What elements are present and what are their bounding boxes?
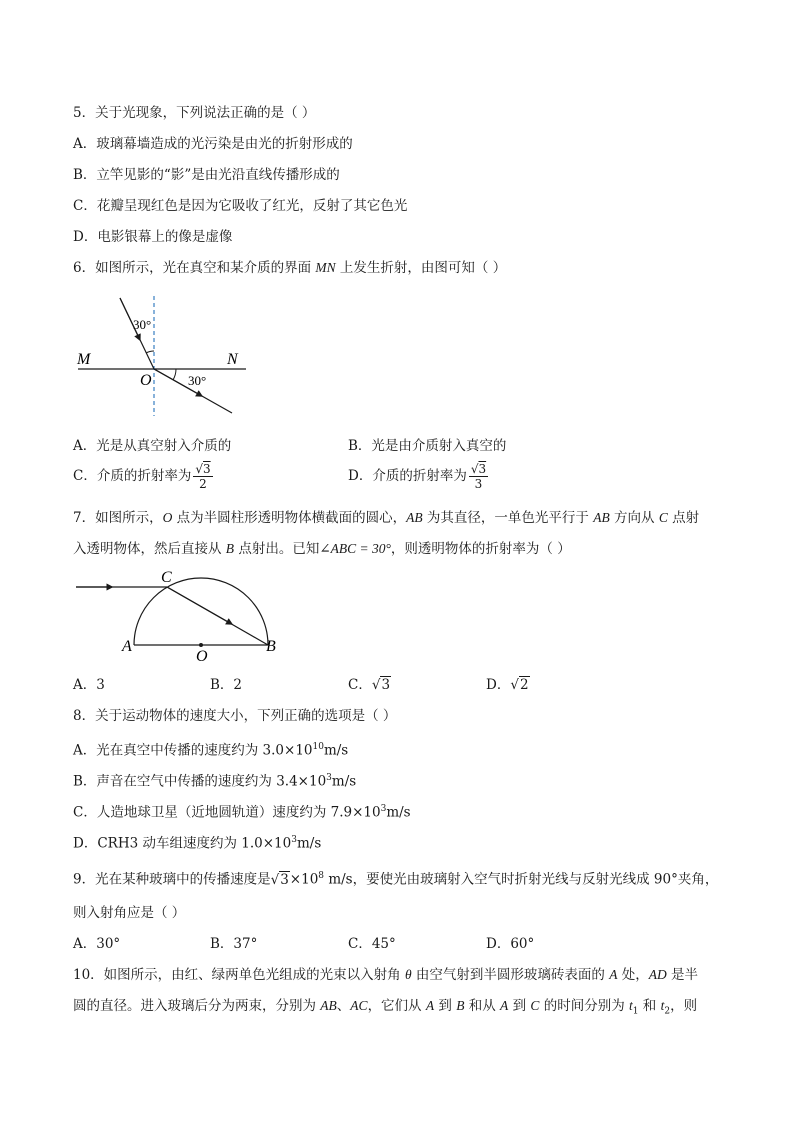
- q10-text: 、: [336, 998, 351, 1014]
- q7-text: 方向从: [609, 510, 659, 526]
- q10-var-theta: θ: [404, 967, 412, 982]
- q9-stem-line2: 则入射角应是（ ）: [73, 905, 186, 921]
- q8-option-a: [73, 737, 348, 761]
- q8-option-d-text: D．CRH3 动车组速度约为 1.0×10: [73, 835, 292, 852]
- q10-text: 到: [508, 998, 531, 1014]
- q8-option-c-unit: m/s: [386, 804, 411, 821]
- q10-stem-line2: [73, 996, 697, 1022]
- label-n: N: [227, 351, 238, 368]
- q7-semicircle-figure: [70, 565, 285, 665]
- q5-option-c: C．花瓣呈现红色是因为它吸收了红光，反射了其它色光: [73, 198, 408, 214]
- q6-option-d-num: 3: [478, 462, 487, 476]
- q8-stem: 8．关于运动物体的速度大小，下列正确的选项是（ ）: [73, 708, 397, 724]
- label-m: M: [77, 351, 91, 368]
- q7-text: 为其直径，一单色光平行于: [422, 510, 594, 526]
- q10-text: ，则: [670, 998, 698, 1014]
- label-a: A: [122, 638, 132, 655]
- q7-option-c: [348, 675, 391, 695]
- q6-option-c: [73, 462, 213, 491]
- q7-option-b: B．2: [210, 677, 243, 693]
- q7-option-c-label: C．: [348, 677, 372, 693]
- q7-stem-line2: [73, 539, 571, 559]
- q7-var-c: C: [658, 510, 668, 525]
- q10-text: 的时间分别为: [539, 998, 629, 1014]
- q10-text: 和: [638, 998, 661, 1014]
- q6-refraction-figure: [70, 288, 260, 423]
- q8-option-d-exponent: 3: [291, 835, 297, 845]
- q7-var-ab: AB: [406, 510, 423, 525]
- q8-option-c-exponent: 3: [380, 804, 387, 814]
- q7-text: 点为半圆柱形透明物体横截面的圆心，: [172, 510, 407, 526]
- q9-text: 9．光在某种玻璃中的传播速度是: [73, 871, 271, 888]
- q9-radicand: 3: [280, 871, 289, 888]
- q10-text: 是半: [666, 967, 699, 983]
- q8-option-a-text: A．光在真空中传播的速度约为 3.0×10: [73, 742, 313, 759]
- label-angle-bottom: 30°: [188, 373, 207, 388]
- q10-var-c: C: [530, 998, 540, 1013]
- q6-option-d: [348, 462, 488, 491]
- q6-stem: [73, 258, 506, 278]
- q10-stem-line1: [73, 965, 698, 985]
- q7-text: 入透明物体，然后直接从: [73, 541, 226, 557]
- q7-var-b: B: [225, 541, 235, 556]
- q10-var-a: A: [609, 967, 618, 982]
- q7-option-d-radicand: 2: [519, 677, 529, 693]
- q10-var-ab: AB: [320, 998, 337, 1013]
- q10-var-t1-subscript: 1: [632, 1006, 639, 1017]
- q7-option-c-radicand: 3: [381, 677, 391, 693]
- q7-option-d-sqrt: √2: [510, 677, 529, 693]
- q10-var-a: A: [425, 998, 435, 1013]
- q6-option-d-den: 3: [474, 477, 483, 491]
- q5-option-b: B．立竿见影的“影”是由光沿直线传播形成的: [73, 167, 340, 183]
- angle-arc-top: [146, 351, 154, 353]
- q7-var-ab: AB: [593, 510, 610, 525]
- q10-var-ad: AD: [648, 967, 667, 982]
- q8-option-b-unit: m/s: [331, 773, 357, 790]
- q6-option-a: A．光是从真空射入介质的: [73, 438, 232, 454]
- q7-angle-abc: ∠ABC = 30°: [319, 541, 391, 556]
- q8-option-b-text: B．声音在空气中传播的速度约为 3.4×10: [73, 773, 327, 790]
- q10-var-t2-subscript: 2: [664, 1006, 671, 1017]
- q10-text: 到: [434, 998, 457, 1014]
- angle-arc-bottom: [173, 369, 176, 380]
- q7-var-o: O: [162, 510, 173, 525]
- q9-option-d: D．60°: [486, 936, 535, 952]
- q8-option-a-exponent: 10: [312, 742, 324, 752]
- q10-text: 处，: [617, 967, 649, 983]
- q6-option-d-fraction: $\frac{√3}{3}$: [470, 462, 487, 491]
- q7-text: ，则透明物体的折射率为（ ）: [390, 541, 571, 557]
- q6-option-c-den: 2: [199, 477, 207, 491]
- chord-cb-arrow: [167, 587, 230, 623]
- q6-stem-var: MN: [315, 260, 336, 275]
- q7-text: 点射出。已知: [234, 541, 320, 557]
- q9-exponent: 8: [318, 871, 325, 881]
- q6-stem-pre: 6．如图所示，光在真空和某介质的界面: [73, 260, 316, 276]
- q7-text: 点射: [667, 510, 700, 526]
- q6-option-c-num: 3: [203, 462, 211, 476]
- q10-var-ac: AC: [350, 998, 368, 1013]
- center-point-o: [199, 643, 203, 647]
- q7-option-c-sqrt: √3: [371, 677, 391, 693]
- q6-stem-post: 上发生折射，由图可知（ ）: [335, 260, 507, 276]
- label-c: C: [161, 569, 172, 586]
- q8-option-b-exponent: 3: [326, 773, 332, 783]
- q9-text: ×10: [289, 871, 319, 888]
- q6-option-c-fraction: $\frac{√3}{2}$: [195, 462, 211, 491]
- label-b: B: [266, 638, 276, 655]
- q6-option-b: B．光是由介质射入真空的: [348, 438, 507, 454]
- q10-text: 由空气射到半圆形玻璃砖表面的: [411, 967, 610, 983]
- q8-option-a-unit: m/s: [323, 742, 349, 759]
- q10-var-t2: t: [660, 998, 665, 1013]
- label-angle-top: 30°: [133, 317, 152, 332]
- q5-stem: 5．关于光现象，下列说法正确的是（ ）: [73, 105, 316, 121]
- q8-option-d: [73, 830, 321, 854]
- q9-option-b: B．37°: [210, 936, 258, 952]
- q8-option-c-text: C．人造地球卫星（近地圆轨道）速度约为 7.9×10: [73, 804, 381, 821]
- q6-option-d-text: D．介质的折射率为: [348, 468, 467, 484]
- q10-var-b: B: [456, 998, 465, 1013]
- q9-text: m/s，要使光由玻璃射入空气时折射光线与反射光线成 90°夹角，: [324, 871, 719, 888]
- label-o: O: [196, 648, 208, 665]
- q7-option-d: [486, 675, 530, 695]
- q9-sqrt: √3: [270, 871, 289, 888]
- q10-text: 10．如图所示，由红、绿两单色光组成的光束以入射角: [73, 967, 405, 983]
- q5-option-a: A．玻璃幕墙造成的光污染是由光的折射形成的: [73, 136, 353, 152]
- q5-option-d: D．电影银幕上的像是虚像: [73, 229, 233, 245]
- q9-option-c: C．45°: [348, 936, 396, 952]
- q7-option-d-label: D．: [486, 677, 511, 693]
- q10-text: 和从: [464, 998, 501, 1014]
- q10-text: 圆的直径。进入玻璃后分为两束，分别为: [73, 998, 321, 1014]
- q10-var-t1: t: [629, 998, 633, 1013]
- q9-stem-line1: [73, 866, 718, 890]
- q6-option-c-text: C．介质的折射率为: [73, 468, 192, 484]
- label-o: O: [140, 372, 152, 389]
- q7-stem-line1: [73, 508, 699, 528]
- q7-text: 7．如图所示，: [73, 510, 163, 526]
- q9-option-a: A．30°: [73, 936, 121, 952]
- semicircle-arc: [134, 578, 268, 645]
- q8-option-d-unit: m/s: [296, 835, 322, 852]
- q10-text: ，它们从: [367, 998, 426, 1014]
- q8-option-c: [73, 799, 411, 823]
- q10-var-a: A: [500, 998, 509, 1013]
- q8-option-b: [73, 768, 356, 792]
- q7-option-a: A．3: [73, 677, 105, 693]
